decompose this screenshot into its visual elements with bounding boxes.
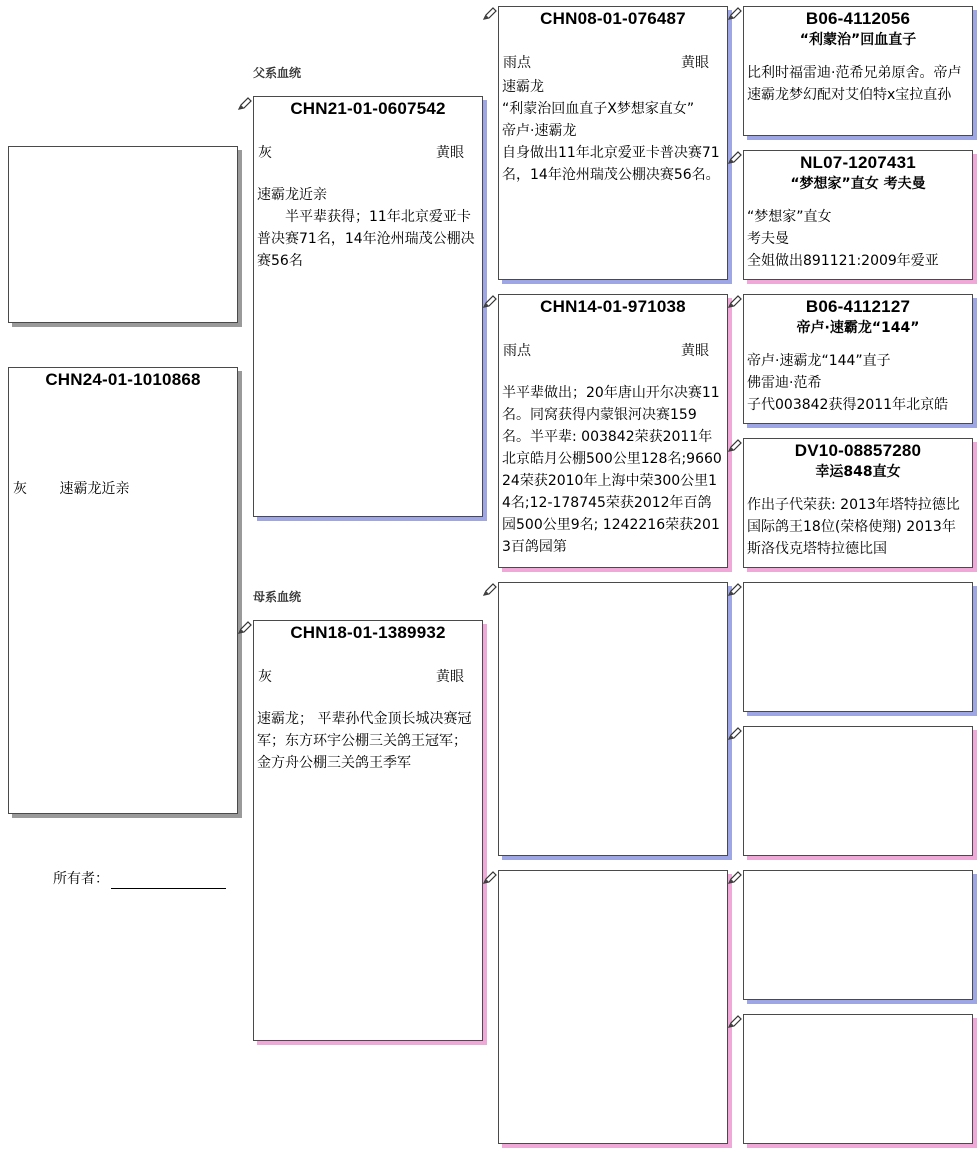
edit-pencil-icon[interactable] [727,726,743,742]
edit-pencil-icon[interactable] [727,438,743,454]
ss-ring: CHN08-01-076487 [540,9,686,28]
edit-pencil-icon[interactable] [727,150,743,166]
ssd-ring: NL07-1207431 [800,153,916,172]
dsd-card [743,726,973,856]
ss-eye: 黄眼 [681,55,709,71]
edit-pencil-icon[interactable] [727,582,743,598]
sdd-name: 幸运848直女 [815,464,901,480]
sd-color: 雨点 [503,343,531,359]
dam-card [253,620,483,1041]
sire-desc1: 速霸龙近亲 [257,187,327,203]
sdd-card [743,438,973,568]
edit-pencil-icon[interactable] [237,620,253,636]
dam-color: 灰 [258,669,272,685]
ss-line2: “利蒙治回血直子X梦想家直女” [502,101,695,117]
sds-name: 帝卢·速霸龙“144” [796,320,920,336]
edit-pencil-icon[interactable] [727,870,743,886]
owner-underline[interactable] [111,872,226,889]
subject-ring: CHN24-01-1010868 [45,370,201,389]
edit-pencil-icon[interactable] [727,1014,743,1030]
sds-line3: 子代003842获得2011年北京皓 [747,397,949,413]
subject-desc: 速霸龙近亲 [59,481,130,497]
ss-color: 雨点 [503,55,531,71]
edit-pencil-icon[interactable] [482,294,498,310]
photo-box [8,146,238,323]
dd-card [498,870,728,1144]
dam-desc: 速霸龙； 平辈孙代金顶长城决赛冠军；东方环宇公棚三关鸽王冠军；金方舟公棚三关鸽王季军 [257,711,472,771]
sd-ring: CHN14-01-971038 [540,297,686,316]
ssd-line3: 全姐做出891121:2009年爱亚 [747,253,939,269]
sire-eye: 黄眼 [436,145,464,161]
sd-desc: 半平辈做出；20年唐山开尔决赛11名。同窝获得内蒙银河决赛159名。半平辈: 003842荣获2011年北京皓月公棚500公里128名;966024荣获2010年上海中荣300公里14名;12-178745荣获2012年百鸽园500公里9名; 1242216荣获2013百鸽园第 [502,385,722,555]
ds-card [498,582,728,856]
ddd-card [743,1014,973,1144]
sd-card [498,294,728,568]
edit-pencil-icon[interactable] [482,870,498,886]
ss-line4: 自身做出11年北京爱亚卡普决赛71名，14年沧州瑞茂公棚决赛56名。 [502,145,720,183]
sire-line-label: 父系血统 [253,66,302,80]
sds-line1: 帝卢·速霸龙“144”直子 [747,353,891,369]
edit-pencil-icon[interactable] [237,96,253,112]
dds-card [743,870,973,1000]
dam-line-label: 母系血统 [253,590,302,604]
sire-card [253,96,483,517]
sd-eye: 黄眼 [681,343,709,359]
sdd-ring: DV10-08857280 [794,441,922,460]
ssd-card [743,150,973,280]
edit-pencil-icon[interactable] [482,6,498,22]
ss-line3: 帝卢·速霸龙 [502,123,577,139]
sss-desc: 比利时福雷迪·范希兄弟原舍。帝卢速霸龙梦幻配对艾伯特x宝拉直孙 [747,65,962,103]
sire-color: 灰 [258,145,272,161]
subject-card [8,367,238,814]
ss-card [498,6,728,280]
sss-name: “利蒙治”回血直子 [799,32,917,48]
edit-pencil-icon[interactable] [727,294,743,310]
ss-line1: 速霸龙 [502,79,544,95]
sss-card [743,6,973,136]
sds-ring: B06-4112127 [805,297,911,316]
dam-ring: CHN18-01-1389932 [290,623,446,642]
sds-line2: 佛雷迪·范希 [747,375,822,391]
ssd-name: “梦想家”直女 考夫曼 [790,176,926,192]
dss-card [743,582,973,712]
edit-pencil-icon[interactable] [727,6,743,22]
sss-ring: B06-4112056 [805,9,911,28]
sds-card [743,294,973,424]
subject-color: 灰 [13,481,27,497]
sire-ring: CHN21-01-0607542 [290,99,446,118]
dam-eye: 黄眼 [436,669,464,685]
edit-pencil-icon[interactable] [482,582,498,598]
ssd-line2: 考夫曼 [747,231,789,247]
owner-field[interactable] [53,869,226,889]
ssd-line1: “梦想家”直女 [747,209,832,225]
sdd-desc: 作出子代荣获: 2013年塔特拉德比国际鸽王18位(荣格使翔) 2013年斯洛伐克塔特拉德比国 [747,497,960,557]
sire-desc2: 半平辈获得；11年北京爱亚卡普决赛71名，14年沧州瑞茂公棚决赛56名 [257,209,475,269]
owner-label: 所有者： [53,871,109,887]
